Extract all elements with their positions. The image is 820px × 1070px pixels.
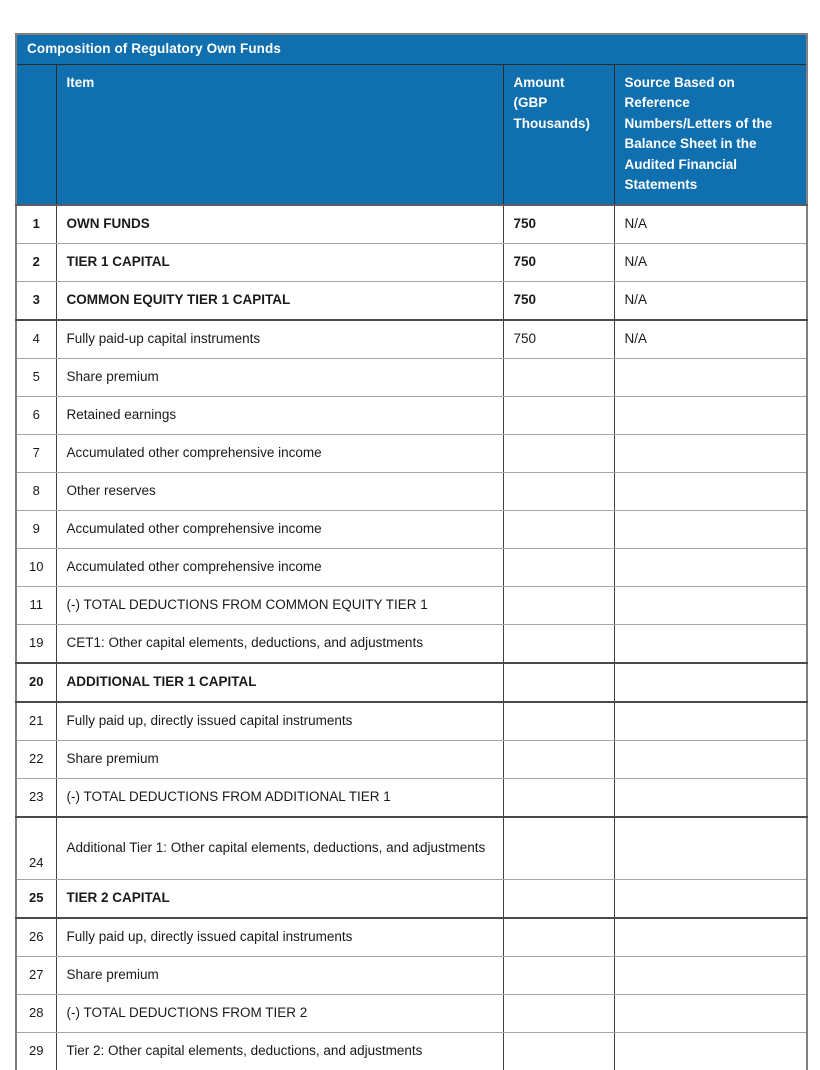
table-row [16, 778, 807, 817]
table-row [16, 624, 807, 663]
row-source-cell: N/A [614, 205, 807, 244]
row-number-cell: 24 [16, 817, 56, 880]
row-number-cell: 23 [16, 778, 56, 817]
row-number-cell: 8 [16, 472, 56, 510]
row-number-cell: 20 [16, 663, 56, 702]
row-number-cell: 4 [16, 320, 56, 359]
row-item-cell: Accumulated other comprehensive income [56, 510, 503, 548]
table-title: Composition of Regulatory Own Funds [16, 34, 807, 64]
row-number-cell: 27 [16, 956, 56, 994]
row-source-cell [614, 548, 807, 586]
row-item-cell: TIER 1 CAPITAL [56, 243, 503, 281]
row-item-cell: Accumulated other comprehensive income [56, 434, 503, 472]
row-source-cell [614, 586, 807, 624]
row-item-cell: COMMON EQUITY TIER 1 CAPITAL [56, 281, 503, 320]
table-row [16, 243, 807, 281]
row-item-cell: ADDITIONAL TIER 1 CAPITAL [56, 663, 503, 702]
row-amount-cell: 750 [503, 281, 614, 320]
table-row [16, 918, 807, 957]
table-row [16, 817, 807, 880]
table-title-row [16, 34, 807, 64]
row-amount-cell [503, 994, 614, 1032]
row-item-cell: Accumulated other comprehensive income [56, 548, 503, 586]
row-item-cell: (-) TOTAL DEDUCTIONS FROM ADDITIONAL TIER 1 [56, 778, 503, 817]
row-amount-cell [503, 434, 614, 472]
row-item-cell: Fully paid up, directly issued capital instruments [56, 702, 503, 741]
table-row [16, 956, 807, 994]
row-source-cell [614, 956, 807, 994]
row-number-cell: 25 [16, 879, 56, 918]
row-number-cell: 22 [16, 740, 56, 778]
column-header-amount-line-2: (GBP [513, 95, 548, 111]
table-header [16, 34, 807, 205]
column-header-row [16, 64, 807, 205]
row-source-cell [614, 472, 807, 510]
row-amount-cell [503, 702, 614, 741]
table-row [16, 740, 807, 778]
own-funds-table-container [15, 33, 806, 1070]
row-number-cell: 11 [16, 586, 56, 624]
row-number-cell: 5 [16, 358, 56, 396]
column-header-item: Item [56, 64, 503, 205]
table-row [16, 205, 807, 244]
table-row [16, 434, 807, 472]
row-amount-cell [503, 510, 614, 548]
row-item-cell: Share premium [56, 956, 503, 994]
row-number-cell: 9 [16, 510, 56, 548]
column-header-source-line-4: Balance Sheet in the [624, 136, 757, 152]
row-amount-cell [503, 624, 614, 663]
row-source-cell [614, 396, 807, 434]
row-source-cell [614, 358, 807, 396]
row-amount-cell [503, 879, 614, 918]
row-amount-cell: 750 [503, 243, 614, 281]
row-amount-cell [503, 817, 614, 880]
row-item-cell: CET1: Other capital elements, deductions, and adjustments [56, 624, 503, 663]
column-header-amount [503, 64, 614, 205]
row-item-cell: Fully paid up, directly issued capital instruments [56, 918, 503, 957]
table-row [16, 994, 807, 1032]
row-item-cell: (-) TOTAL DEDUCTIONS FROM COMMON EQUITY TIER 1 [56, 586, 503, 624]
row-source-cell [614, 624, 807, 663]
row-source-cell: N/A [614, 281, 807, 320]
row-source-cell [614, 778, 807, 817]
table-row [16, 281, 807, 320]
row-source-cell: N/A [614, 243, 807, 281]
row-item-cell: OWN FUNDS [56, 205, 503, 244]
table-body [16, 205, 807, 1070]
row-number-cell: 21 [16, 702, 56, 741]
row-number-cell: 7 [16, 434, 56, 472]
row-source-cell: N/A [614, 320, 807, 359]
column-header-source-line-1: Source Based on [624, 74, 735, 90]
row-source-cell [614, 702, 807, 741]
row-amount-cell: 750 [503, 320, 614, 359]
row-amount-cell [503, 956, 614, 994]
row-number-cell: 19 [16, 624, 56, 663]
table-row [16, 879, 807, 918]
row-number-cell: 26 [16, 918, 56, 957]
row-source-cell [614, 663, 807, 702]
column-header-source-line-3: Numbers/Letters of the [624, 115, 773, 131]
column-header-amount-line-1: Amount [513, 74, 565, 90]
table-row [16, 396, 807, 434]
row-number-cell: 28 [16, 994, 56, 1032]
row-source-cell [614, 740, 807, 778]
row-source-cell [614, 879, 807, 918]
row-item-cell: (-) TOTAL DEDUCTIONS FROM TIER 2 [56, 994, 503, 1032]
row-amount-cell [503, 778, 614, 817]
row-source-cell [614, 817, 807, 880]
row-amount-cell [503, 548, 614, 586]
row-item-cell: Share premium [56, 358, 503, 396]
row-number-cell: 29 [16, 1032, 56, 1070]
row-amount-cell [503, 586, 614, 624]
table-row [16, 510, 807, 548]
table-row [16, 472, 807, 510]
row-source-cell [614, 1032, 807, 1070]
table-row [16, 358, 807, 396]
column-header-source-line-2: Reference [624, 95, 690, 111]
column-header-number [16, 64, 56, 205]
row-amount-cell [503, 358, 614, 396]
row-item-cell: Additional Tier 1: Other capital elements, deductions, and adjustments [56, 817, 503, 880]
row-item-cell: Tier 2: Other capital elements, deductions, and adjustments [56, 1032, 503, 1070]
row-amount-cell: 750 [503, 205, 614, 244]
row-amount-cell [503, 1032, 614, 1070]
row-item-cell: Retained earnings [56, 396, 503, 434]
row-number-cell: 1 [16, 205, 56, 244]
table-row [16, 320, 807, 359]
row-number-cell: 2 [16, 243, 56, 281]
row-amount-cell [503, 472, 614, 510]
row-amount-cell [503, 396, 614, 434]
row-amount-cell [503, 740, 614, 778]
table-row [16, 586, 807, 624]
row-number-cell: 3 [16, 281, 56, 320]
row-number-cell: 6 [16, 396, 56, 434]
row-number-cell: 10 [16, 548, 56, 586]
column-header-amount-line-3: Thousands) [513, 115, 590, 131]
column-header-source-line-5: Audited Financial [624, 156, 738, 172]
row-item-cell: Share premium [56, 740, 503, 778]
row-item-cell: Fully paid-up capital instruments [56, 320, 503, 359]
column-header-source-line-6: Statements [624, 177, 698, 193]
table-row [16, 548, 807, 586]
table-row [16, 1032, 807, 1070]
row-source-cell [614, 918, 807, 957]
table-row [16, 702, 807, 741]
row-amount-cell [503, 663, 614, 702]
composition-of-regulatory-own-funds-table [15, 33, 808, 1070]
row-source-cell [614, 994, 807, 1032]
table-row [16, 663, 807, 702]
row-item-cell: Other reserves [56, 472, 503, 510]
column-header-source [614, 64, 807, 205]
row-source-cell [614, 434, 807, 472]
row-item-cell: TIER 2 CAPITAL [56, 879, 503, 918]
row-amount-cell [503, 918, 614, 957]
row-source-cell [614, 510, 807, 548]
